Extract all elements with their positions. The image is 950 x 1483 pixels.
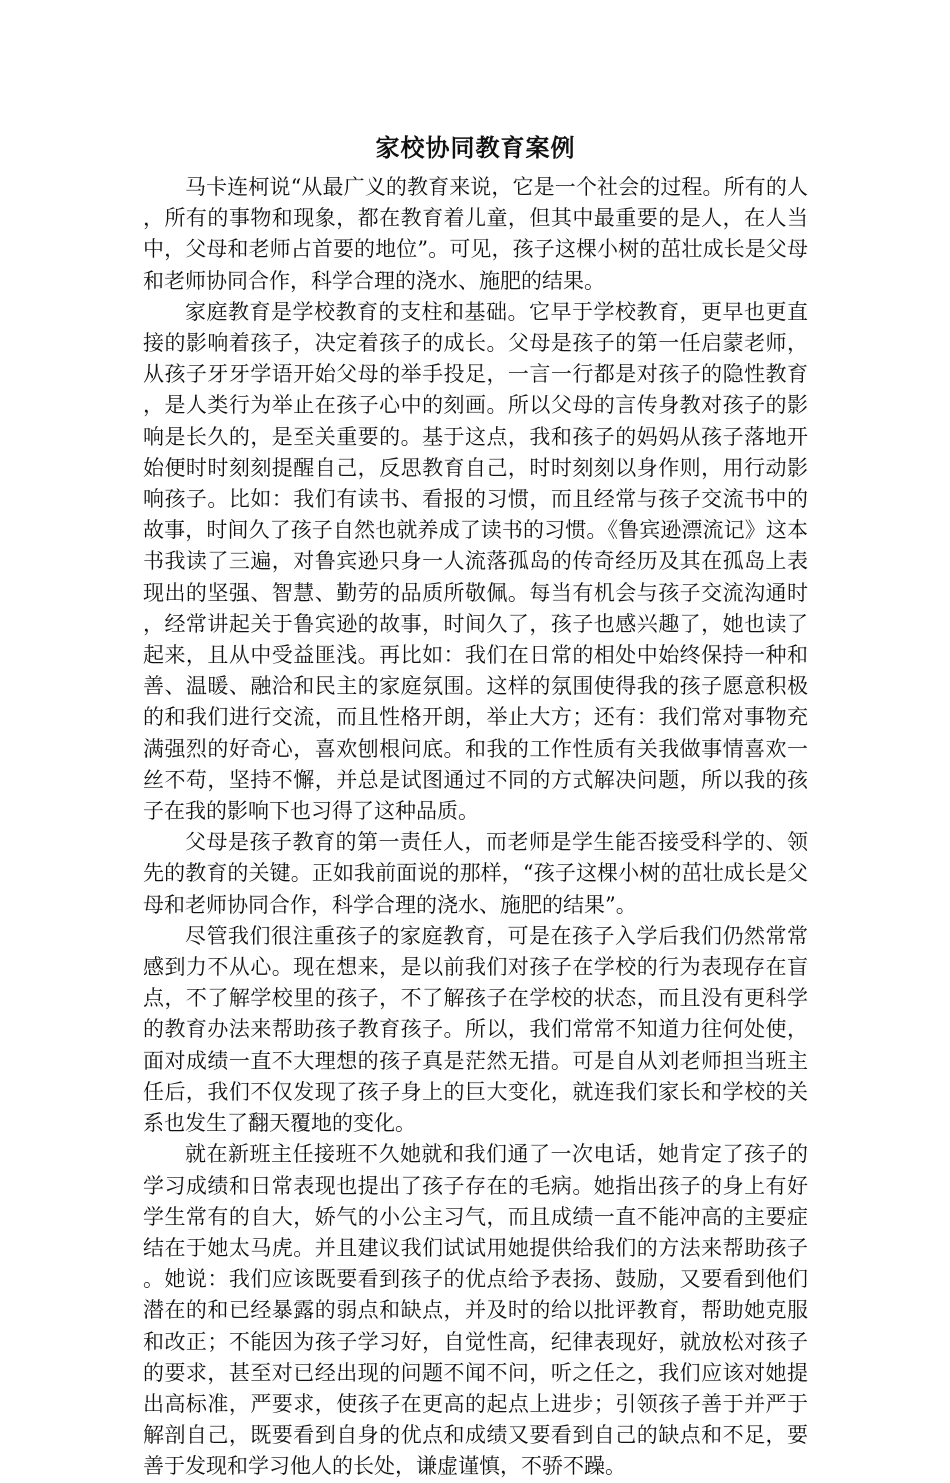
document-title: 家校协同教育案例 bbox=[375, 133, 576, 162]
paragraph-5: 就在新班主任接班不久她就和我们通了一次电话，她肯定了孩子的学习成绩和日常表现也提出了孩子存在的毛病。她指出孩子的身上有好学生常有的自大，娇气的小公主习气，而且成绩一直不能冲高的主要症结在于她太马虎。并且建议我们试试用她提供给我们的方法来帮助孩子。她说：我们应该既要看到孩子的优点给予表扬、鼓励，又要看到他们潜在的和已经暴露的弱点和缺点，并及时的给以批评教育，帮助她克服和改正；不能因为孩子学习好，自觉性高，纪律表现好，就放松对孩子的要求，甚至对已经出现的问题不闻不问，听之任之，我们应该对她提出高标准，严要求，使孩子在更高的起点上进步；引领孩子善于并严于解剖自己，既要看到自身的优点和成绩又要看到自己的缺点和不足，要善于发现和学习他人的长处，谦虚谨慎，不骄不躁。 bbox=[143, 1142, 808, 1479]
paragraph-1: 马卡连柯说“从最广义的教育来说，它是一个社会的过程。所有的人，所有的事物和现象，都在教育着儿童，但其中最重要的是人，在人当中，父母和老师占首要的地位”。可见，孩子这棵小树的茁壮成长是父母和老师协同合作，科学合理的浇水、施肥的结果。 bbox=[143, 175, 808, 293]
document-page bbox=[143, 130, 808, 1483]
paragraph-4: 尽管我们很注重孩子的家庭教育，可是在孩子入学后我们仍然常常感到力不从心。现在想来，是以前我们对孩子在学校的行为表现存在盲点，不了解学校里的孩子，不了解孩子在学校的状态，而且没有更科学的教育办法来帮助孩子教育孩子。所以，我们常常不知道力往何处使，面对成绩一直不大理想的孩子真是茫然无措。可是自从刘老师担当班主任后，我们不仅发现了孩子身上的巨大变化，就连我们家长和学校的关系也发生了翻天覆地的变化。 bbox=[143, 923, 808, 1136]
paragraph-2: 家庭教育是学校教育的支柱和基础。它早于学校教育，更早也更直接的影响着孩子，决定着孩子的成长。父母是孩子的第一任启蒙老师，从孩子牙牙学语开始父母的举手投足，一言一行都是对孩子的隐性教育，是人类行为举止在孩子心中的刻画。所以父母的言传身教对孩子的影响是长久的，是至关重要的。基于这点，我和孩子的妈妈从孩子落地开始便时时刻刻提醒自己，反思教育自己，时时刻刻以身作则，用行动影响孩子。比如：我们有读书、看报的习惯，而且经常与孩子交流书中的故事，时间久了孩子自然也就养成了读书的习惯。《鲁宾逊漂流记》这本书我读了三遍，对鲁宾逊只身一人流落孤岛的传奇经历及其在孤岛上表现出的坚强、智慧、勤劳的品质所敬佩。每当有机会与孩子交流沟通时，经常讲起关于鲁宾逊的故事，时间久了，孩子也感兴趣了，她也读了起来，且从中受益匪浅。再比如：我们在日常的相处中始终保持一种和善、温暖、融洽和民主的家庭氛围。这样的氛围使得我的孩子愿意积极的和我们进行交流，而且性格开朗，举止大方；还有：我们常对事物充满强烈的好奇心，喜欢刨根问底。和我的工作性质有关我做事情喜欢一丝不苟，坚持不懈，并总是试图通过不同的方式解决问题，所以我的孩子在我的影响下也习得了这种品质。 bbox=[143, 299, 808, 824]
paragraph-3: 父母是孩子教育的第一责任人，而老师是学生能否接受科学的、领先的教育的关键。正如我前面说的那样，“孩子这棵小树的茁壮成长是父母和老师协同合作，科学合理的浇水、施肥的结果”。 bbox=[143, 830, 808, 917]
